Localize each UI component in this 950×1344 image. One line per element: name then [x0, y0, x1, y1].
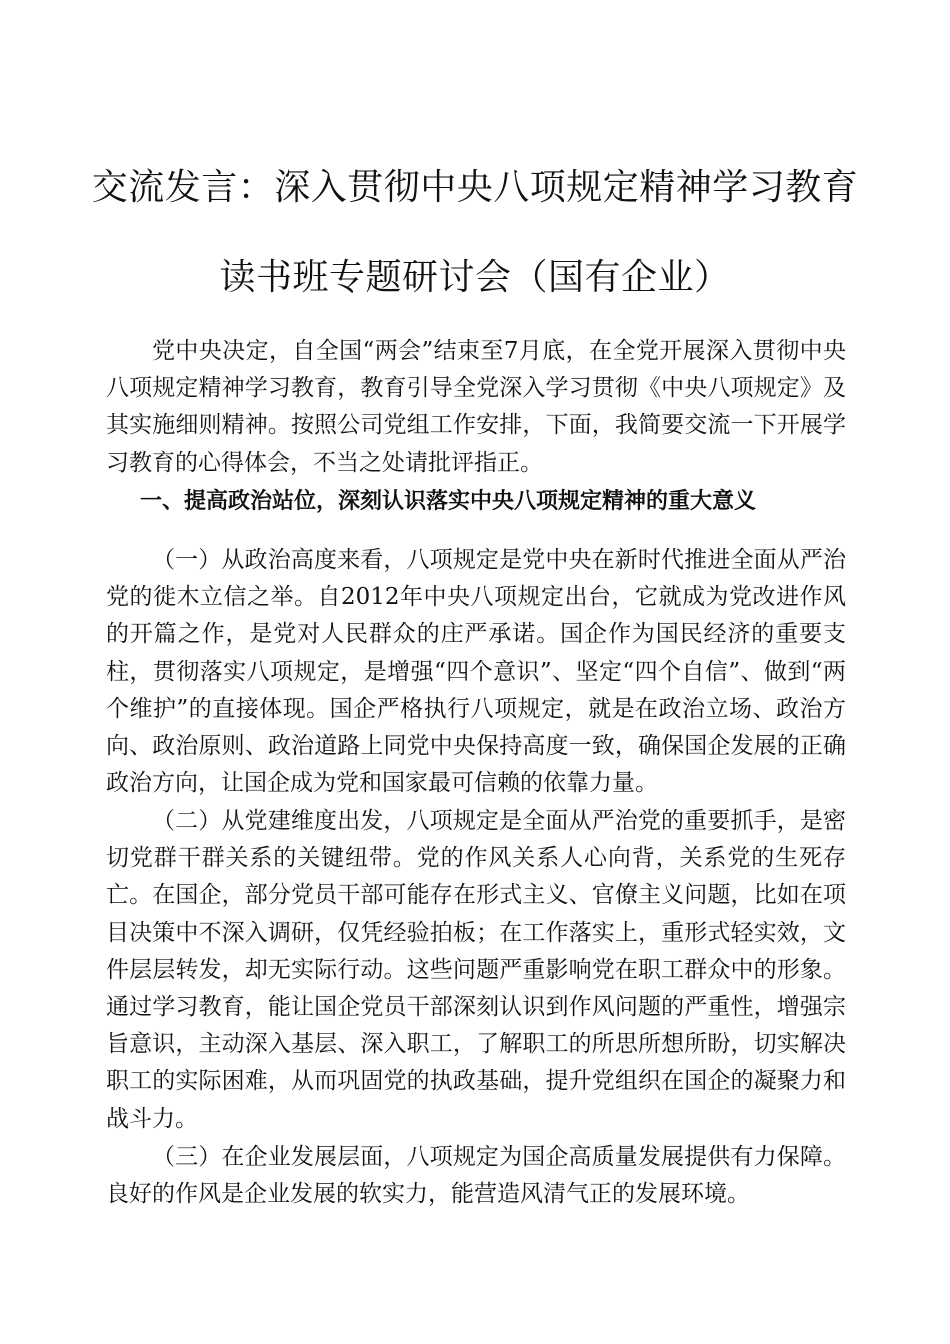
document-title-line-1: 交流发言：深入贯彻中央八项规定精神学习教育: [91, 167, 859, 208]
document-title-line-2: 读书班专题研讨会（国有企业）: [219, 257, 731, 298]
paragraph-1: （一）从政治高度来看，八项规定是党中央在新时代推进全面从严治党的徙木立信之举。自2012年中央八项规定出台，它就成为党改进作风的开篇之作，是党对人民群众的庄严承诺。国企作为国民经济的重要支柱，贯彻落实八项规定，是增强“四个意识”、坚定“四个自信”、做到“两个维护”的直接体现。国企严格执行八项规定，就是在政治立场、政治方向、政治原则、政治道路上同党中央保持高度一致，确保国企发展的正确政治方向，让国企成为党和国家最可信赖的依靠力量。: [106, 547, 846, 797]
intro-paragraph: 党中央决定，自全国“两会”结束至7月底，在全党开展深入贯彻中央八项规定精神学习教育，教育引导全党深入学习贯彻《中央八项规定》及其实施细则精神。按照公司党组工作安排，下面，我简要交流一下开展学习教育的心得体会，不当之处请批评指正。: [106, 338, 846, 476]
section-heading: 一、提高政治站位，深刻认识落实中央八项规定精神的重大意义: [140, 488, 757, 514]
paragraph-3: （三）在企业发展层面，八项规定为国企高质量发展提供有力保障。良好的作风是企业发展的软实力，能营造风清气正的发展环境。: [106, 1144, 846, 1208]
paragraph-2: （二）从党建维度出发，八项规定是全面从严治党的重要抓手，是密切党群干群关系的关键纽带。党的作风关系人心向背，关系党的生死存亡。在国企，部分党员干部可能存在形式主义、官僚主义问题，比如在项目决策中不深入调研，仅凭经验拍板；在工作落实上，重形式轻实效，文件层层转发，却无实际行动。这些问题严重影响党在职工群众中的形象。通过学习教育，能让国企党员干部深刻认识到作风问题的严重性，增强宗旨意识，主动深入基层、深入职工，了解职工的所思所想所盼，切实解决职工的实际困难，从而巩固党的执政基础，提升党组织在国企的凝聚力和战斗力。: [106, 808, 846, 1132]
